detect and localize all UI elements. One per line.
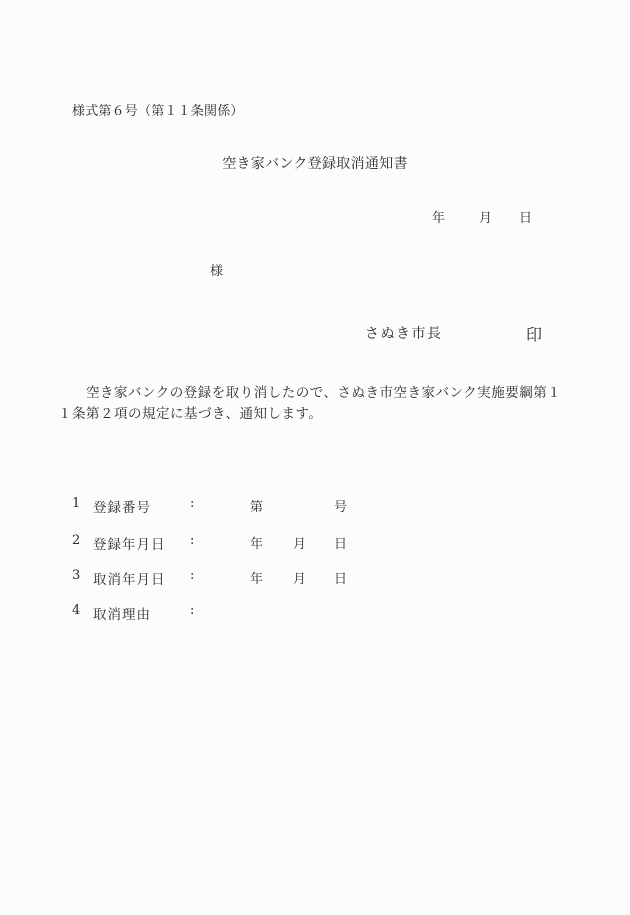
item-separator: : (190, 533, 195, 548)
item-number: 2 (72, 533, 81, 548)
item-row-registration-number (0, 496, 630, 516)
item-row-registration-date (0, 533, 630, 553)
item-label: 登録番号 (93, 500, 151, 516)
date-line (0, 207, 630, 226)
item-label: 登録年月日 (93, 537, 166, 553)
year-label: 年 (250, 572, 264, 587)
addressee-suffix: 様 (210, 264, 224, 279)
item-row-cancellation-date (0, 568, 630, 588)
number-prefix-label: 第 (250, 500, 264, 515)
date-month-label: 月 (479, 211, 493, 226)
item-number: 1 (72, 496, 81, 511)
year-label: 年 (250, 537, 264, 552)
number-suffix-label: 号 (334, 500, 348, 515)
item-row-cancellation-reason (0, 603, 630, 623)
item-number: 4 (72, 603, 81, 618)
date-year-label: 年 (432, 211, 446, 226)
body-paragraph (58, 383, 578, 424)
body-text-line: １条第２項の規定に基づき、通知します。 (58, 405, 323, 422)
month-label: 月 (293, 537, 307, 552)
issuer-name: さぬき市長 (365, 326, 443, 342)
item-separator: : (190, 568, 195, 583)
month-label: 月 (293, 572, 307, 587)
item-separator: : (190, 496, 195, 511)
form-number: 様式第６号（第１１条関係） (72, 104, 244, 119)
item-label: 取消理由 (93, 607, 151, 623)
issuer-line (0, 322, 630, 344)
item-label: 取消年月日 (93, 572, 166, 588)
item-separator: : (190, 603, 195, 618)
date-day-label: 日 (519, 211, 533, 226)
day-label: 日 (334, 537, 348, 552)
body-text-line: 空き家バンクの登録を取り消したので、さぬき市空き家バンク実施要綱第１ (86, 385, 562, 401)
seal-mark: 印 (526, 325, 543, 344)
item-number: 3 (72, 568, 81, 583)
day-label: 日 (334, 572, 348, 587)
page-title: 空き家バンク登録取消通知書 (222, 156, 408, 172)
